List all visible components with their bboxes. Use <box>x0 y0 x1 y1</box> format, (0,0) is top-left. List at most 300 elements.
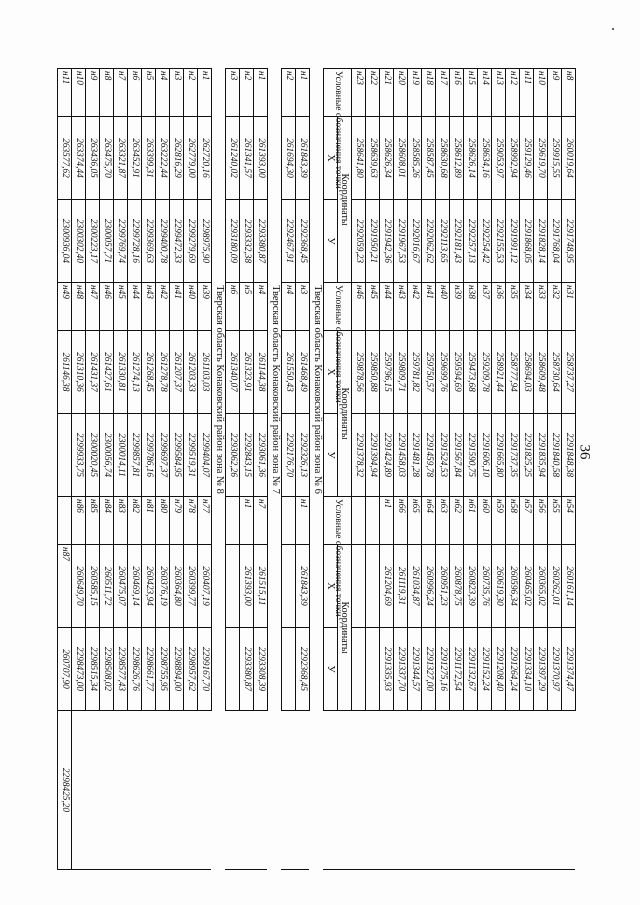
point-label: н36 <box>492 283 506 331</box>
y-coordinate: 2291132,67 <box>464 628 478 711</box>
x-coordinate: 260262,01 <box>548 545 562 628</box>
point-label <box>352 497 366 545</box>
point-label: н20 <box>394 69 408 117</box>
y-coordinate: 2299472,33 <box>170 200 184 283</box>
table-row <box>380 69 394 870</box>
x-coordinate: 259053,97 <box>492 117 506 200</box>
x-coordinate: 263321,87 <box>114 117 128 200</box>
table-row <box>254 69 268 870</box>
point-label: н63 <box>436 497 450 545</box>
x-coordinate: 263399,31 <box>142 117 156 200</box>
point-label: н23 <box>352 69 366 117</box>
point-label: н18 <box>422 69 436 117</box>
point-label: н38 <box>464 283 478 331</box>
zone-row <box>212 69 226 870</box>
margin-cell <box>72 711 86 870</box>
table-row <box>170 69 184 870</box>
table-row <box>520 69 534 870</box>
point-label: н8 <box>100 69 114 117</box>
point-label: н40 <box>184 283 198 331</box>
point-label: н39 <box>450 283 464 331</box>
point-label: н7 <box>114 69 128 117</box>
point-label: н48 <box>72 283 86 331</box>
point-label: н1 <box>296 497 310 545</box>
margin-cell <box>86 711 100 870</box>
margin-cell <box>450 711 464 870</box>
point-label: н83 <box>114 497 128 545</box>
x-coordinate: 261103,03 <box>198 331 212 414</box>
x-coordinate: 261330,81 <box>114 331 128 414</box>
point-label: н42 <box>408 283 422 331</box>
y-coordinate: 2291942,36 <box>380 200 394 283</box>
x-coordinate <box>352 545 366 628</box>
point-label: н2 <box>240 69 254 117</box>
y-coordinate: 2300020,45 <box>86 414 100 497</box>
margin-cell <box>296 711 310 870</box>
margin-cell <box>422 711 436 870</box>
x-coordinate: 261393,00 <box>254 117 268 200</box>
x-coordinate: 260365,02 <box>534 545 548 628</box>
point-label: н61 <box>464 497 478 545</box>
point-label: н66 <box>394 497 408 545</box>
x-coordinate <box>366 545 380 628</box>
table-row <box>422 69 436 870</box>
margin-cell <box>520 711 534 870</box>
header-coordinates: Координаты <box>338 117 352 283</box>
table-row <box>450 69 464 870</box>
x-coordinate: 260649,70 <box>72 545 86 628</box>
x-coordinate: 261515,11 <box>254 545 268 628</box>
y-coordinate: 2298425,20 <box>58 711 72 870</box>
x-coordinate: 260996,24 <box>422 545 436 628</box>
header-y: У <box>324 628 338 711</box>
table-row <box>478 69 492 870</box>
header-coordinates: Координаты <box>338 331 352 497</box>
point-label: н46 <box>352 283 366 331</box>
y-coordinate: 2291459,78 <box>422 414 436 497</box>
table-row <box>184 69 198 870</box>
x-coordinate: 259699,76 <box>436 331 450 414</box>
point-label: н10 <box>534 69 548 117</box>
x-coordinate: 261468,49 <box>296 331 310 414</box>
point-label: н1 <box>198 69 212 117</box>
header-x: Х <box>324 331 338 414</box>
table-row <box>492 69 506 870</box>
point-label: н15 <box>464 69 478 117</box>
margin-cell <box>184 711 198 870</box>
point-label: н8 <box>562 69 576 117</box>
point-label: н44 <box>380 283 394 331</box>
zone-title: Тверская область Конаковский район зона № 6 <box>310 69 324 711</box>
x-coordinate: 261427,61 <box>100 331 114 414</box>
margin-cell <box>310 711 324 870</box>
x-coordinate <box>226 545 240 628</box>
point-label: н3 <box>226 69 240 117</box>
y-coordinate: 2292181,43 <box>450 200 464 283</box>
point-label <box>282 497 296 545</box>
y-coordinate: 2291748,95 <box>562 200 576 283</box>
table-row <box>282 69 296 870</box>
coordinates-table <box>57 68 576 870</box>
header-row <box>338 69 352 870</box>
x-coordinate: 263222,44 <box>156 117 170 200</box>
x-coordinate: 260707,90 <box>58 628 72 711</box>
y-coordinate: 2292062,62 <box>422 200 436 283</box>
y-coordinate: 2291394,94 <box>366 414 380 497</box>
scan-speck <box>612 28 614 30</box>
x-coordinate: 263452,91 <box>128 117 142 200</box>
table-row <box>128 69 142 870</box>
y-coordinate: 2291335,93 <box>380 628 394 711</box>
y-coordinate: 2298975,90 <box>198 200 212 283</box>
margin-cell <box>366 711 380 870</box>
y-coordinate: 2291275,16 <box>436 628 450 711</box>
x-coordinate: 261207,37 <box>170 331 184 414</box>
y-coordinate: 2291950,21 <box>366 200 380 283</box>
table-body <box>58 69 576 870</box>
x-coordinate: 260376,19 <box>156 545 170 628</box>
table-row <box>548 69 562 870</box>
y-coordinate: 2298508,02 <box>100 628 114 711</box>
point-label: н3 <box>296 283 310 331</box>
y-coordinate: 2292843,15 <box>240 414 254 497</box>
y-coordinate <box>58 414 72 497</box>
margin-cell <box>408 711 422 870</box>
table-row <box>240 69 254 870</box>
margin-cell <box>562 711 576 870</box>
point-label: н43 <box>394 283 408 331</box>
x-coordinate: 258630,68 <box>436 117 450 200</box>
table-row <box>534 69 548 870</box>
point-label: н81 <box>142 497 156 545</box>
y-coordinate: 2292368,45 <box>296 628 310 711</box>
table-row <box>226 69 240 870</box>
x-coordinate: 260364,80 <box>170 545 184 628</box>
point-label: н1 <box>380 497 394 545</box>
x-coordinate: 260823,39 <box>464 545 478 628</box>
point-label: н42 <box>156 283 170 331</box>
point-label: н80 <box>156 497 170 545</box>
point-label: н31 <box>562 283 576 331</box>
x-coordinate: 259850,88 <box>366 331 380 414</box>
x-coordinate: 260511,72 <box>100 545 114 628</box>
margin-cell <box>100 711 114 870</box>
x-coordinate: 260407,19 <box>198 545 212 628</box>
point-label: н10 <box>72 69 86 117</box>
x-coordinate: 263577,62 <box>58 117 72 200</box>
point-label: н87 <box>58 545 72 628</box>
x-coordinate: 261119,31 <box>394 545 408 628</box>
point-label: н17 <box>436 69 450 117</box>
x-coordinate: 259809,71 <box>394 331 408 414</box>
y-coordinate <box>58 497 72 545</box>
x-coordinate: 260399,77 <box>184 545 198 628</box>
zone-row <box>310 69 324 870</box>
point-label: н40 <box>436 283 450 331</box>
x-coordinate: 263436,05 <box>86 117 100 200</box>
header-y: У <box>324 414 338 497</box>
x-coordinate: 262779,00 <box>184 117 198 200</box>
margin-cell <box>156 711 170 870</box>
x-coordinate: 259129,46 <box>520 117 534 200</box>
y-coordinate: 2300223,17 <box>86 200 100 283</box>
y-coordinate: 2292113,65 <box>436 200 450 283</box>
y-coordinate: 2299279,69 <box>184 200 198 283</box>
x-coordinate: 258639,63 <box>366 117 380 200</box>
x-coordinate: 259915,55 <box>548 117 562 200</box>
rotated-page-content <box>60 68 576 868</box>
y-coordinate: 2299584,95 <box>170 414 184 497</box>
y-coordinate: 2298515,34 <box>86 628 100 711</box>
y-coordinate: 2291172,54 <box>450 628 464 711</box>
y-coordinate: 2291458,03 <box>394 414 408 497</box>
table-row <box>352 69 366 870</box>
x-coordinate: 261843,39 <box>296 117 310 200</box>
x-coordinate: 261843,39 <box>296 545 310 628</box>
margin-cell <box>254 711 268 870</box>
point-label: н5 <box>240 283 254 331</box>
margin-cell <box>198 711 212 870</box>
x-coordinate: 261146,38 <box>58 331 72 414</box>
y-coordinate: 2291737,35 <box>506 414 520 497</box>
table-row <box>436 69 450 870</box>
y-coordinate: 2291378,32 <box>352 414 366 497</box>
y-coordinate: 2291424,89 <box>380 414 394 497</box>
y-coordinate: 2291334,10 <box>520 628 534 711</box>
y-coordinate: 2291337,70 <box>394 628 408 711</box>
y-coordinate: 2299786,16 <box>142 414 156 497</box>
y-coordinate: 2300014,11 <box>114 414 128 497</box>
table-row <box>464 69 478 870</box>
y-coordinate: 2291152,24 <box>478 628 492 711</box>
point-label: н6 <box>226 283 240 331</box>
y-coordinate: 2298577,43 <box>114 628 128 711</box>
y-coordinate <box>226 628 240 711</box>
y-coordinate: 2293180,09 <box>226 200 240 283</box>
y-coordinate: 2291840,58 <box>548 414 562 497</box>
x-coordinate: 259750,57 <box>422 331 436 414</box>
y-coordinate: 2291991,12 <box>506 200 520 283</box>
margin-cell <box>268 711 282 870</box>
point-label: н41 <box>170 283 184 331</box>
y-coordinate: 2293308,39 <box>254 628 268 711</box>
x-coordinate: 263374,44 <box>72 117 86 200</box>
y-coordinate: 2293332,38 <box>240 200 254 283</box>
table-row <box>408 69 422 870</box>
y-coordinate: 2299697,37 <box>156 414 170 497</box>
y-coordinate: 2291208,40 <box>492 628 506 711</box>
zone-row <box>268 69 282 870</box>
header-x: Х <box>324 117 338 200</box>
table-row <box>114 69 128 870</box>
x-coordinate: 259796,15 <box>380 331 394 414</box>
x-coordinate: 258777,94 <box>506 331 520 414</box>
x-coordinate: 258626,34 <box>380 117 394 200</box>
y-coordinate: 2291344,57 <box>408 628 422 711</box>
point-label: н58 <box>506 497 520 545</box>
point-label: н84 <box>100 497 114 545</box>
point-label: н16 <box>450 69 464 117</box>
y-coordinate: 2298626,76 <box>128 628 142 711</box>
x-coordinate: 260469,14 <box>128 545 142 628</box>
y-coordinate: 2300056,74 <box>100 414 114 497</box>
point-label: н2 <box>184 69 198 117</box>
margin-cell <box>506 711 520 870</box>
zone-title: Тверская область Конаковский район зона № 7 <box>268 69 282 711</box>
margin-cell <box>142 711 156 870</box>
point-label: н85 <box>86 497 100 545</box>
table-row <box>506 69 520 870</box>
y-coordinate: 2291397,29 <box>534 628 548 711</box>
point-label: н11 <box>520 69 534 117</box>
x-coordinate: 258587,45 <box>422 117 436 200</box>
y-coordinate: 2291768,04 <box>548 200 562 283</box>
table-row <box>198 69 212 870</box>
y-coordinate: 2292176,70 <box>282 414 296 497</box>
y-coordinate: 2292016,67 <box>408 200 422 283</box>
x-coordinate: 261204,69 <box>380 545 394 628</box>
x-coordinate: 261240,02 <box>226 117 240 200</box>
y-coordinate <box>282 628 296 711</box>
point-label: н82 <box>128 497 142 545</box>
point-label: н57 <box>520 497 534 545</box>
table-row <box>296 69 310 870</box>
point-label: н33 <box>534 283 548 331</box>
point-label: н56 <box>534 497 548 545</box>
x-coordinate: 259878,56 <box>352 331 366 414</box>
point-label: н13 <box>492 69 506 117</box>
point-label: н4 <box>282 283 296 331</box>
margin-cell <box>492 711 506 870</box>
y-coordinate: 2299404,07 <box>198 414 212 497</box>
y-coordinate: 2292254,42 <box>478 200 492 283</box>
x-coordinate: 260161,14 <box>562 545 576 628</box>
table-row <box>156 69 170 870</box>
x-coordinate: 261310,36 <box>72 331 86 414</box>
x-coordinate: 259209,78 <box>478 331 492 414</box>
x-coordinate: 258694,03 <box>520 331 534 414</box>
x-coordinate: 261144,38 <box>254 331 268 414</box>
y-coordinate <box>366 628 380 711</box>
x-coordinate: 259473,68 <box>464 331 478 414</box>
y-coordinate: 2291868,05 <box>520 200 534 283</box>
y-coordinate: 2292155,53 <box>492 200 506 283</box>
point-label: н45 <box>366 283 380 331</box>
x-coordinate: 258737,27 <box>562 331 576 414</box>
zone-title: Тверская область Конаковский район зона № 8 <box>212 69 226 711</box>
point-label <box>226 497 240 545</box>
y-coordinate: 2291848,38 <box>562 414 576 497</box>
margin-cell <box>170 711 184 870</box>
point-label: н1 <box>254 69 268 117</box>
point-label: н11 <box>58 69 72 117</box>
y-coordinate: 2298661,77 <box>142 628 156 711</box>
point-label: н4 <box>254 283 268 331</box>
x-coordinate: 260423,94 <box>142 545 156 628</box>
y-coordinate: 2299519,31 <box>184 414 198 497</box>
y-coordinate: 2291606,10 <box>478 414 492 497</box>
y-coordinate: 2299167,70 <box>198 628 212 711</box>
margin-cell <box>534 711 548 870</box>
point-label: н41 <box>422 283 436 331</box>
margin-cell <box>464 711 478 870</box>
table-row <box>562 69 576 870</box>
x-coordinate: 258609,48 <box>534 331 548 414</box>
point-label: н4 <box>156 69 170 117</box>
y-coordinate: 2292368,45 <box>296 200 310 283</box>
margin-cell <box>226 711 240 870</box>
x-coordinate: 260735,76 <box>478 545 492 628</box>
y-coordinate: 2292059,23 <box>352 200 366 283</box>
header-condition: Условные обозначения точки <box>324 69 352 117</box>
table-row <box>72 69 86 870</box>
header-condition: Условные обозначения точки <box>324 497 352 545</box>
x-coordinate: 260585,15 <box>86 545 100 628</box>
point-label: н34 <box>520 283 534 331</box>
point-label: н21 <box>380 69 394 117</box>
point-label: н32 <box>548 283 562 331</box>
y-coordinate: 2300057,71 <box>100 200 114 283</box>
point-label: н60 <box>478 497 492 545</box>
point-label: н77 <box>198 497 212 545</box>
y-coordinate: 2293061,36 <box>254 414 268 497</box>
header-coordinates: Координаты <box>338 545 352 711</box>
y-coordinate: 2293062,26 <box>226 414 240 497</box>
x-coordinate: 262816,29 <box>170 117 184 200</box>
y-coordinate: 2291370,97 <box>548 628 562 711</box>
table-row <box>394 69 408 870</box>
margin-cell <box>282 711 296 870</box>
header-y: У <box>324 200 338 283</box>
y-coordinate: 2291835,94 <box>534 414 548 497</box>
x-coordinate: 259594,69 <box>450 331 464 414</box>
point-label: н35 <box>506 283 520 331</box>
point-label: н59 <box>492 497 506 545</box>
x-coordinate: 260475,07 <box>114 545 128 628</box>
y-coordinate: 2300302,40 <box>72 200 86 283</box>
y-coordinate: 2291374,47 <box>562 628 576 711</box>
x-coordinate: 258585,26 <box>408 117 422 200</box>
y-coordinate: 2299728,16 <box>128 200 142 283</box>
point-label: н37 <box>478 283 492 331</box>
y-coordinate: 2298755,95 <box>156 628 170 711</box>
x-coordinate: 260019,64 <box>562 117 576 200</box>
point-label: н43 <box>142 283 156 331</box>
x-coordinate: 261034,87 <box>408 545 422 628</box>
y-coordinate: 2300936,04 <box>58 200 72 283</box>
point-label: н6 <box>128 69 142 117</box>
x-coordinate: 261203,33 <box>184 331 198 414</box>
y-coordinate: 2292326,13 <box>296 414 310 497</box>
point-label: н2 <box>282 69 296 117</box>
point-label: н5 <box>142 69 156 117</box>
y-coordinate: 2293380,87 <box>254 200 268 283</box>
point-label: н78 <box>184 497 198 545</box>
y-coordinate: 2291524,53 <box>436 414 450 497</box>
point-label: н79 <box>170 497 184 545</box>
x-coordinate: 261323,91 <box>240 331 254 414</box>
x-coordinate: 260465,02 <box>520 545 534 628</box>
y-coordinate <box>352 628 366 711</box>
y-coordinate: 2291590,75 <box>464 414 478 497</box>
x-coordinate: 258730,64 <box>548 331 562 414</box>
y-coordinate: 2292257,13 <box>464 200 478 283</box>
header-x: Х <box>324 545 338 628</box>
y-coordinate: 2292467,91 <box>282 200 296 283</box>
x-coordinate: 258608,01 <box>394 117 408 200</box>
x-coordinate: 259781,82 <box>408 331 422 414</box>
y-coordinate: 2291327,00 <box>422 628 436 711</box>
